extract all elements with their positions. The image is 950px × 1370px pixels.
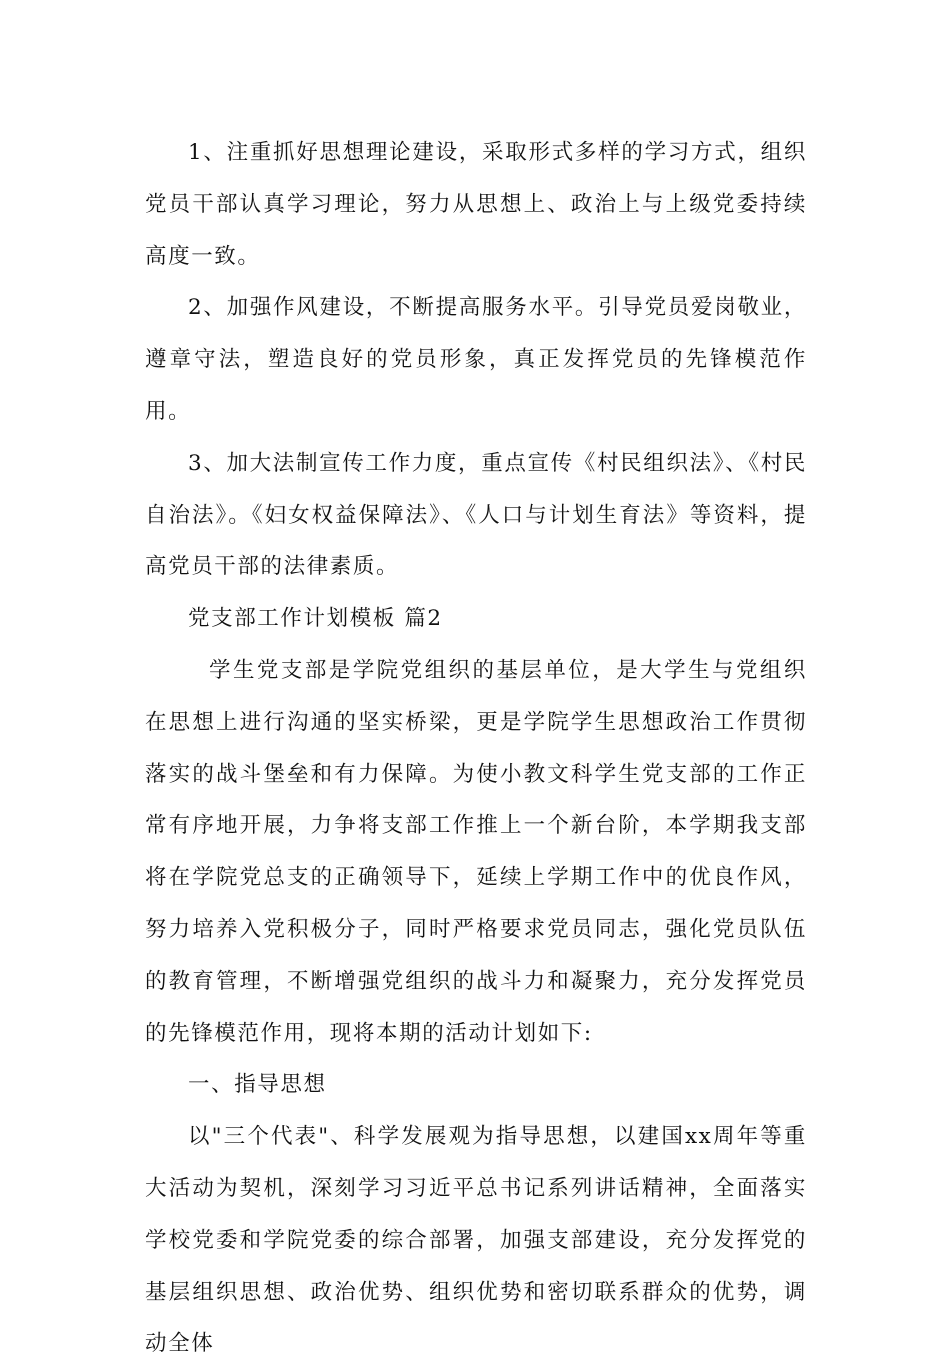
subheading-guiding-thought: 一、指导思想 bbox=[188, 1072, 327, 1098]
paragraph-item-3: 3、加大法制宣传工作力度，重点宣传《村民组织法》、《村民自治法》。《妇女权益保障法》、《人口与计划生育法》等资料，提高党员干部的法律素质。 bbox=[145, 450, 807, 580]
section-heading: 党支部工作计划模板 篇2 bbox=[188, 606, 443, 632]
paragraph-item-1: 1、注重抓好思想理论建设，采取形式多样的学习方式，组织党员干部认真学习理论，努力从思想上、政治上与上级党委持续高度一致。 bbox=[145, 140, 807, 269]
paragraph-guiding-thought: 以"三个代表"、科学发展观为指导思想，以建国xx周年等重大活动为契机，深刻学习习近平总书记系列讲话精神，全面落实学校党委和学院党委的综合部署，加强支部建设，充分发挥党的基层组织思想、政治优势、组织优势和密切联系群众的优势，调动全体 bbox=[145, 1124, 807, 1357]
paragraph-item-2: 2、加强作风建设，不断提高服务水平。引导党员爱岗敬业，遵章守法，塑造良好的党员形象，真正发挥党员的先锋模范作用。 bbox=[145, 295, 807, 424]
document-body bbox=[145, 127, 807, 1370]
paragraph-intro: 学生党支部是学院党组织的基层单位，是大学生与党组织在思想上进行沟通的坚实桥梁，更是学院学生思想政治工作贯彻落实的战斗堡垒和有力保障。为使小教文科学生党支部的工作正常有序地开展，力争将支部工作推上一个新台阶，本学期我支部将在学院党总支的正确领导下，延续上学期工作中的优良作风，努力培养入党积极分子，同时严格要求党员同志，强化党员队伍的教育管理，不断增强党组织的战斗力和凝聚力，充分发挥党员的先锋模范作用，现将本期的活动计划如下: bbox=[145, 657, 807, 1046]
